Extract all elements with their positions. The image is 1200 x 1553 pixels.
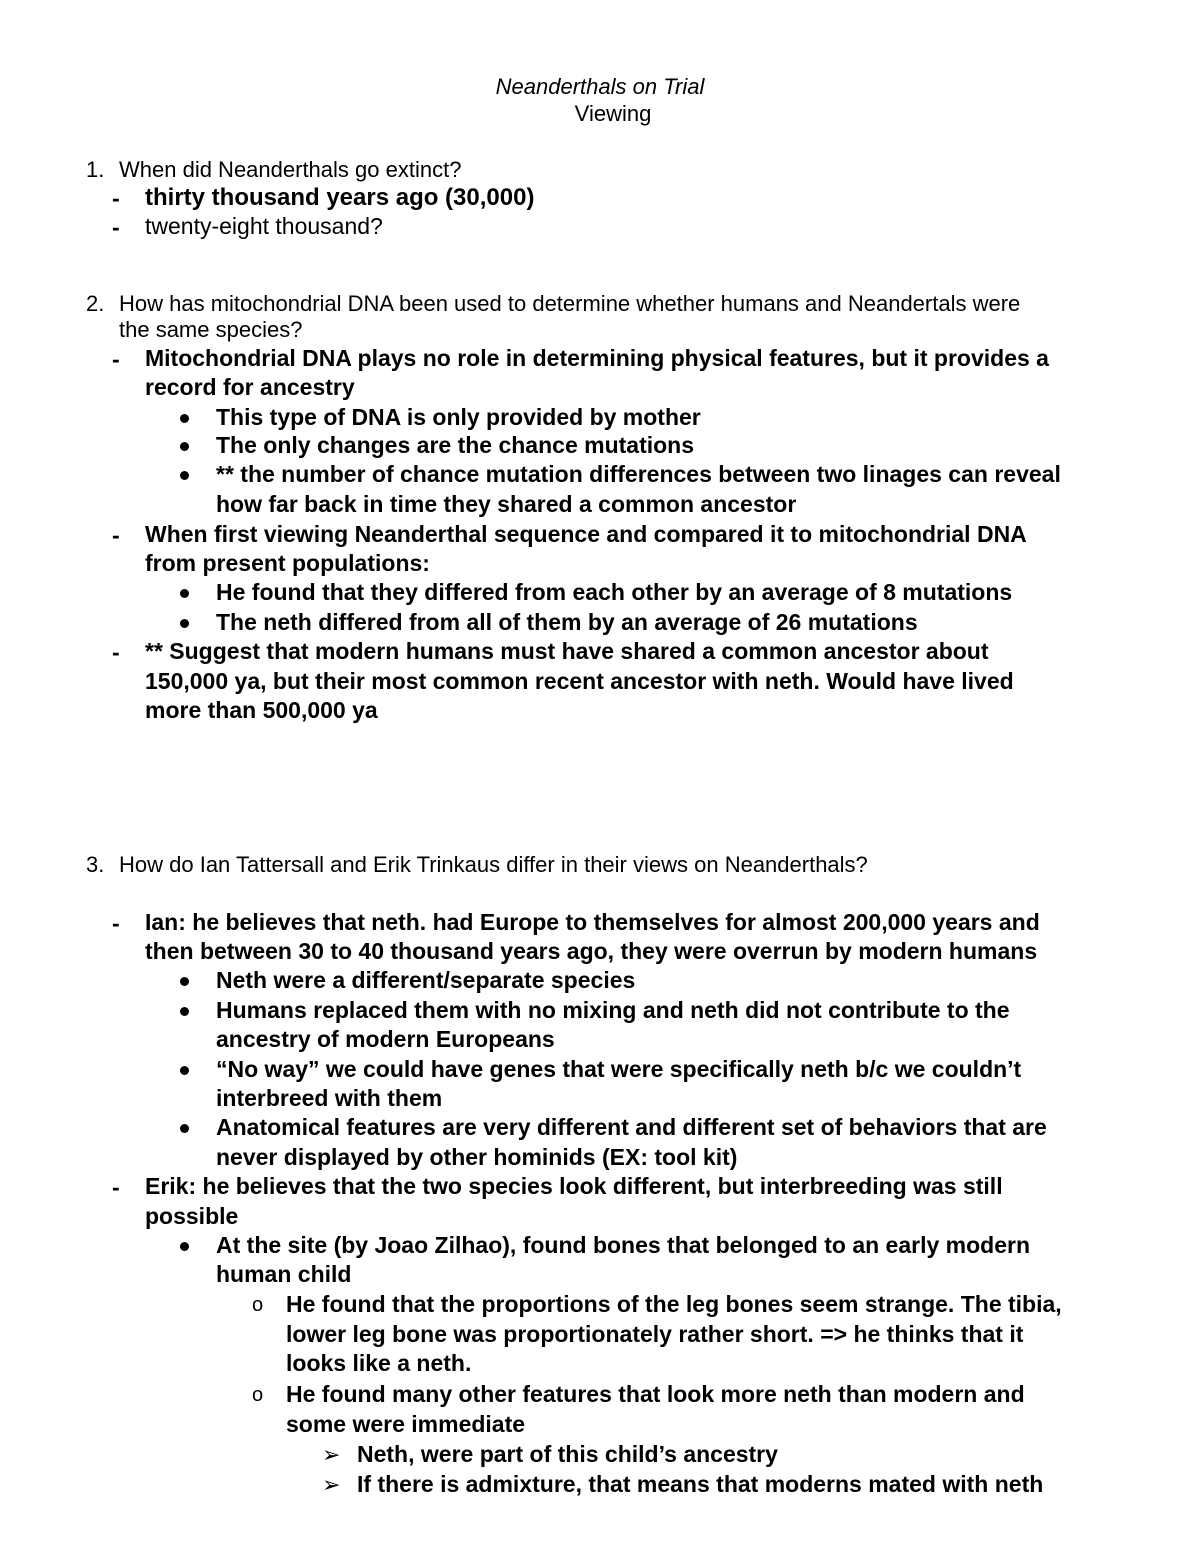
bullet-line: Humans replaced them with no mixing and neth did not contribute to the bbox=[216, 997, 1010, 1023]
answer-line: more than 500,000 ya bbox=[145, 697, 378, 723]
dash-bullet: - bbox=[112, 346, 120, 372]
bullet-dot bbox=[180, 589, 189, 598]
answer-line: possible bbox=[145, 1203, 239, 1229]
arrow-bullet-icon: ➢ bbox=[322, 1472, 341, 1497]
bullet-line: “No way” we could have genes that were specifically neth b/c we couldn’t bbox=[216, 1056, 1022, 1082]
answer-line: record for ancestry bbox=[145, 374, 355, 400]
question-2 bbox=[86, 290, 1021, 317]
sub-bullet-line: looks like a neth. bbox=[286, 1350, 472, 1376]
sub-bullet-line: some were immediate bbox=[286, 1411, 526, 1437]
bullet-line: never displayed by other hominids (EX: tool kit) bbox=[216, 1144, 738, 1170]
answer-line: When first viewing Neanderthal sequence and compared it to mitochondrial DNA bbox=[145, 521, 1027, 547]
dash-bullet: - bbox=[112, 639, 120, 665]
bullet-line: how far back in time they shared a common ancestor bbox=[216, 491, 797, 517]
document-title: Neanderthals on Trial bbox=[495, 74, 705, 99]
question-text: How do Ian Tattersall and Erik Trinkaus differ in their views on Neanderthals? bbox=[119, 852, 868, 877]
bullet-line: The only changes are the chance mutations bbox=[216, 432, 695, 458]
bullet-line: interbreed with them bbox=[216, 1085, 443, 1111]
document-subtitle: Viewing bbox=[574, 101, 652, 126]
arrow-bullet-line: Neth, were part of this child’s ancestry bbox=[357, 1441, 778, 1467]
bullet-dot bbox=[180, 1007, 189, 1016]
circle-bullet: o bbox=[252, 1294, 264, 1316]
answer-line: twenty-eight thousand? bbox=[145, 213, 383, 239]
dash-bullet: - bbox=[112, 185, 120, 211]
answer-line: Ian: he believes that neth. had Europe to themselves for almost 200,000 years and bbox=[145, 909, 1040, 935]
answer-line: from present populations: bbox=[145, 550, 430, 576]
bullet-line: ** the number of chance mutation differences between two linages can reveal bbox=[216, 461, 1061, 487]
bullet-line: At the site (by Joao Zilhao), found bones that belonged to an early modern bbox=[216, 1232, 1030, 1258]
sub-bullet-line: He found many other features that look more neth than modern and bbox=[286, 1381, 1025, 1407]
question-number: 2. bbox=[86, 291, 105, 316]
dash-bullet: - bbox=[112, 910, 120, 936]
bullet-line: Anatomical features are very different and different set of behaviors that are bbox=[216, 1114, 1047, 1140]
answer-line: then between 30 to 40 thousand years ago, they were overrun by modern humans bbox=[145, 938, 1038, 964]
bullet-dot bbox=[180, 471, 189, 480]
question-3 bbox=[86, 851, 868, 878]
bullet-line: The neth differed from all of them by an average of 26 mutations bbox=[216, 609, 918, 635]
question-number: 3. bbox=[86, 852, 105, 877]
arrow-bullet-icon: ➢ bbox=[322, 1442, 341, 1467]
dash-bullet: - bbox=[112, 1174, 120, 1200]
bullet-dot bbox=[180, 977, 189, 986]
question-text: When did Neanderthals go extinct? bbox=[119, 157, 462, 182]
arrow-bullet-line: If there is admixture, that means that moderns mated with neth bbox=[357, 1471, 1044, 1497]
bullet-dot bbox=[180, 1124, 189, 1133]
bullet-line: human child bbox=[216, 1261, 352, 1287]
bullet-dot bbox=[180, 619, 189, 628]
sub-bullet-line: lower leg bone was proportionately rather short. => he thinks that it bbox=[286, 1321, 1024, 1347]
dash-bullet: - bbox=[112, 214, 120, 240]
answer-line: 150,000 ya, but their most common recent ancestor with neth. Would have lived bbox=[145, 668, 1014, 694]
question-number: 1. bbox=[86, 157, 105, 182]
answer-line: thirty thousand years ago (30,000) bbox=[145, 184, 535, 211]
bullet-line: Neth were a different/separate species bbox=[216, 967, 636, 993]
question-text-continued: the same species? bbox=[119, 317, 303, 342]
question-text: How has mitochondrial DNA been used to determine whether humans and Neandertals were bbox=[119, 291, 1021, 316]
bullet-line: ancestry of modern Europeans bbox=[216, 1026, 555, 1052]
bullet-dot bbox=[180, 1242, 189, 1251]
answer-line: ** Suggest that modern humans must have shared a common ancestor about bbox=[145, 638, 989, 664]
answer-line: Erik: he believes that the two species look different, but interbreeding was still bbox=[145, 1173, 1003, 1199]
answer-line: Mitochondrial DNA plays no role in determining physical features, but it provides a bbox=[145, 345, 1049, 371]
bullet-dot bbox=[180, 442, 189, 451]
sub-bullet-line: He found that the proportions of the leg bones seem strange. The tibia, bbox=[286, 1291, 1062, 1317]
circle-bullet: o bbox=[252, 1384, 264, 1406]
bullet-dot bbox=[180, 414, 189, 423]
question-1 bbox=[86, 156, 462, 183]
bullet-line: He found that they differed from each other by an average of 8 mutations bbox=[216, 579, 1013, 605]
bullet-dot bbox=[180, 1066, 189, 1075]
bullet-line: This type of DNA is only provided by mother bbox=[216, 404, 701, 430]
dash-bullet: - bbox=[112, 522, 120, 548]
